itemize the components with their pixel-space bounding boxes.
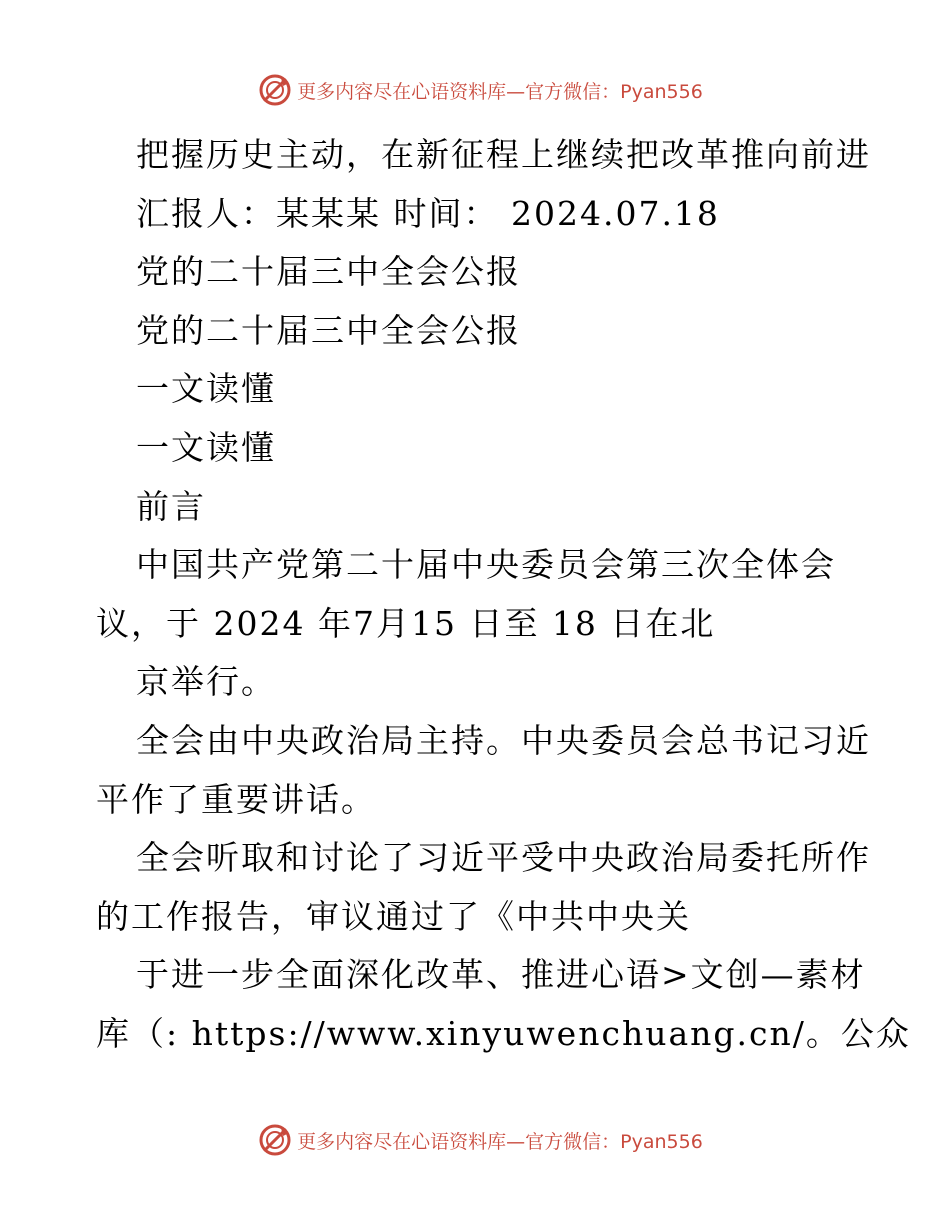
logo-icon <box>257 1122 293 1158</box>
doc-paragraph-line: 平作了重要讲话。 <box>96 779 376 819</box>
footer-banner-text: 更多内容尽在心语资料库—官方微信：Pyan556 <box>297 1130 703 1153</box>
doc-section-title: 前言 <box>136 486 206 526</box>
header-banner-inner <box>257 72 703 108</box>
document-body <box>96 126 911 1064</box>
doc-heading: 党的二十届三中全会公报 <box>136 252 521 292</box>
doc-title: 把握历史主动，在新征程上继续把改革推向前进 <box>136 135 871 174</box>
doc-paragraph-line: 中国共产党第二十届中央委员会第三次全体会 <box>136 545 836 585</box>
doc-paragraph-line: 于进一步全面深化改革、推进心语>文创—素材 <box>136 955 866 995</box>
doc-subheading: 一文读懂 <box>136 369 276 409</box>
logo-icon <box>257 72 293 108</box>
doc-reporter-line: 汇报人：某某某 时间： 2024.07.18 <box>136 193 720 233</box>
doc-paragraph-line: 的工作报告，审议通过了《中共中央关 <box>96 896 691 936</box>
doc-heading: 党的二十届三中全会公报 <box>136 310 521 350</box>
doc-subheading: 一文读懂 <box>136 427 276 467</box>
header-banner-text: 更多内容尽在心语资料库—官方微信：Pyan556 <box>297 80 703 103</box>
doc-paragraph-line: 全会由中央政治局主持。中央委员会总书记习近 <box>136 720 871 760</box>
doc-paragraph-line: 库（: https://www.xinyuwenchuang.cn/。公众 <box>96 1013 911 1053</box>
footer-banner <box>0 1120 950 1160</box>
doc-paragraph-line: 议，于 2024 年7月15 日至 18 日在北 <box>96 603 716 643</box>
footer-banner-inner <box>257 1122 703 1158</box>
doc-paragraph-line: 全会听取和讨论了习近平受中央政治局委托所作 <box>136 838 871 878</box>
header-banner <box>0 70 950 110</box>
doc-paragraph-line: 京举行。 <box>136 662 276 702</box>
